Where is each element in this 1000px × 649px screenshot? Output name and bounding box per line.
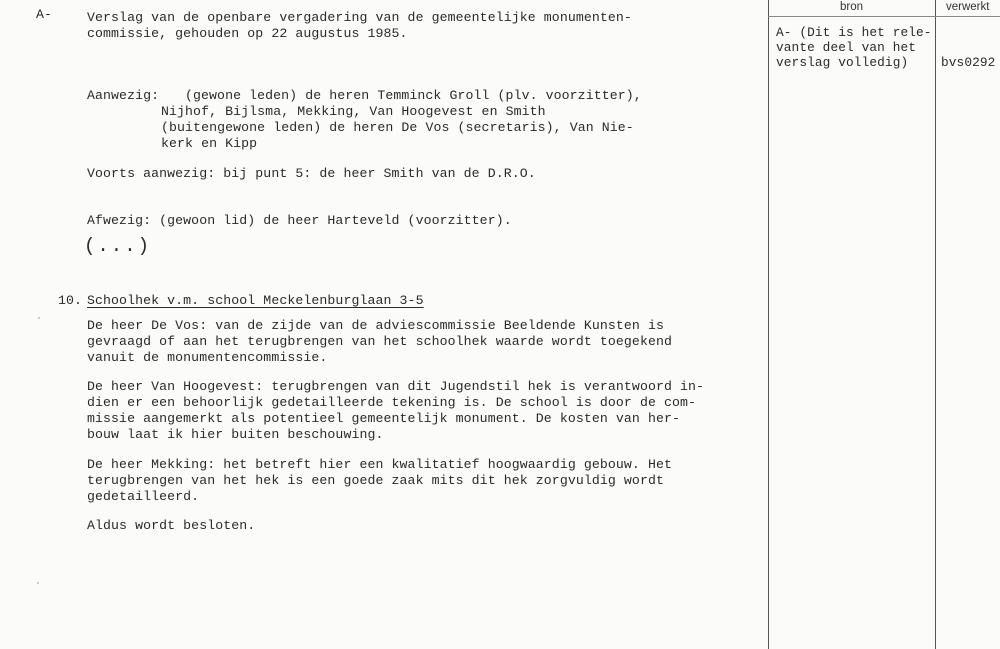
paragraph-3-line-1: De heer Mekking: het betreft hier een kwalitatief hoogwaardig gebouw. Het bbox=[87, 457, 673, 472]
absent-line: Afwezig: (gewoon lid) de heer Harteveld (voorzitter). bbox=[87, 213, 512, 228]
paragraph-2-line-2: dien er een behoorlijk gedetailleerde tekening is. De school is door de com- bbox=[87, 395, 697, 410]
item-title: Schoolhek v.m. school Meckelenburglaan 3-5 bbox=[87, 293, 424, 308]
bron-column-divider bbox=[768, 0, 769, 649]
omission-ellipsis: (...) bbox=[84, 235, 152, 257]
paragraph-4-line-1: Aldus wordt besloten. bbox=[87, 518, 256, 533]
paragraph-2-line-1: De heer Van Hoogevest: terugbrengen van dit Jugendstil hek is verantwoord in- bbox=[87, 379, 705, 394]
present-label: Aanwezig: bbox=[87, 88, 160, 103]
present-line-4: kerk en Kipp bbox=[161, 136, 258, 151]
bron-note-line-3: verslag volledig) bbox=[776, 55, 909, 70]
paragraph-1-line-1: De heer De Vos: van de zijde van de adviescommissie Beeldende Kunsten is bbox=[87, 318, 664, 333]
item-number: 10. bbox=[58, 293, 83, 308]
also-present-line: Voorts aanwezig: bij punt 5: de heer Smith van de D.R.O. bbox=[87, 166, 536, 181]
verwerkt-column-header: verwerkt bbox=[946, 1, 990, 13]
paragraph-1-line-2: gevraagd of aan het terugbrengen van het schoolhek waarde wordt toegekend bbox=[87, 334, 673, 349]
header-line-1: Verslag van de openbare vergadering van de gemeentelijke monumenten- bbox=[87, 10, 632, 25]
present-line-3: (buitengewone leden) de heren De Vos (secretaris), Van Nie- bbox=[161, 120, 634, 135]
header-line-2: commissie, gehouden op 22 augustus 1985. bbox=[87, 26, 408, 41]
bron-note-line-2: vante deel van het bbox=[776, 40, 917, 55]
paragraph-3-line-3: gedetailleerd. bbox=[87, 489, 200, 504]
paragraph-2-line-4: bouw laat ik hier buiten beschouwing. bbox=[87, 427, 384, 442]
paragraph-1-line-3: vanuit de monumentencommissie. bbox=[87, 350, 328, 365]
paragraph-3-line-2: terugbrengen van het hek is een goede zaak mits dit hek zorgvuldig wordt bbox=[87, 473, 664, 488]
margin-marker: A- bbox=[36, 7, 53, 22]
verwerkt-code: bvs0292 bbox=[941, 55, 996, 70]
scan-speck bbox=[37, 582, 39, 584]
bron-note-line-1: A- (Dit is het rele- bbox=[776, 25, 932, 40]
present-line-2: Nijhof, Bijlsma, Mekking, Van Hoogevest en Smith bbox=[161, 104, 546, 119]
paragraph-2-line-3: missie aangemerkt als potentieel gemeentelijk monument. De kosten van her- bbox=[87, 411, 681, 426]
scan-speck bbox=[38, 317, 40, 319]
column-header-rule bbox=[768, 16, 1000, 17]
bron-column-header: bron bbox=[840, 1, 864, 13]
present-line-1: (gewone leden) de heren Temminck Groll (plv. voorzitter), bbox=[185, 88, 642, 103]
verwerkt-column-divider bbox=[935, 0, 936, 649]
